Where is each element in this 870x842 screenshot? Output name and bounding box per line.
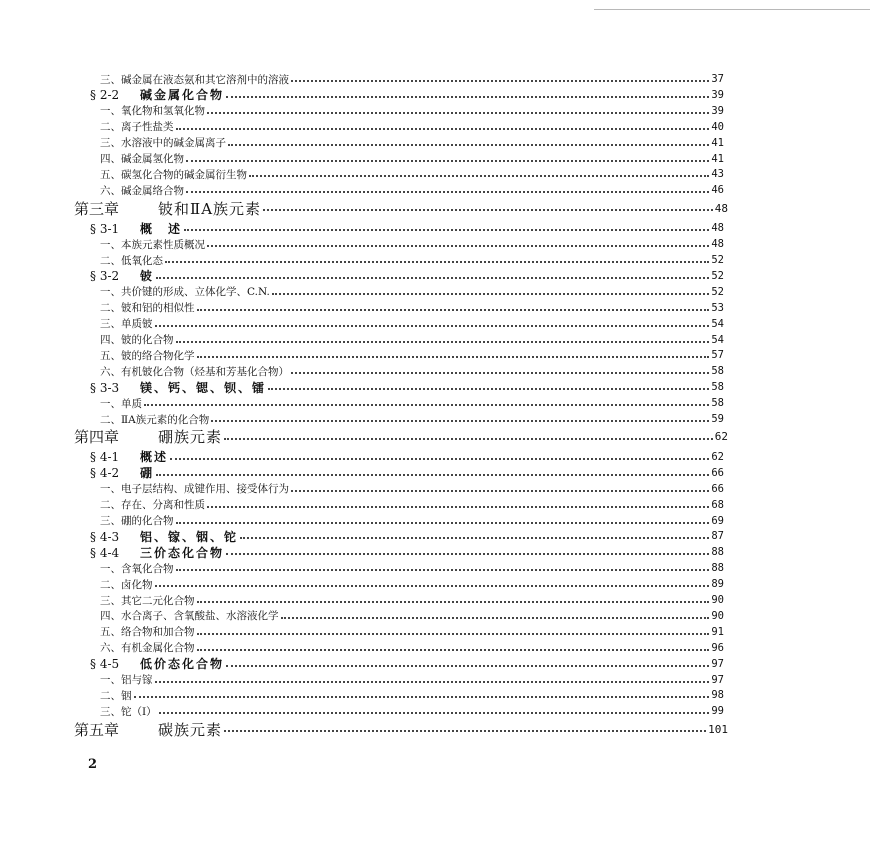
toc-page-number: 43	[711, 168, 724, 181]
dot-leader	[281, 617, 710, 619]
toc-entry-number: § 3-2	[90, 269, 120, 284]
toc-page-number: 54	[711, 317, 724, 330]
toc-chapter	[0, 197, 870, 219]
toc-page-number: 69	[711, 514, 724, 527]
toc-page-number: 54	[711, 333, 724, 346]
toc-entry-number: § 4-5	[90, 657, 120, 672]
toc-entry-number: § 3-3	[90, 380, 120, 395]
toc-entry-title: 四、铍的化合物	[100, 334, 174, 346]
toc-entry-label	[100, 332, 174, 347]
toc-entry-title: 四、碱金属氢化物	[100, 153, 184, 165]
toc-entry-title: 五、铍的络合物化学	[100, 349, 195, 362]
toc-entry-label	[100, 237, 205, 252]
toc-entry-title: 铍	[140, 269, 155, 284]
dot-leader	[291, 372, 709, 374]
toc-entry-title: 三、硼的化合物	[100, 515, 174, 527]
toc-entry-label	[100, 284, 270, 299]
toc-entry-title: 铍和ⅡA族元素	[158, 199, 262, 218]
toc-entry-label	[100, 183, 184, 198]
dot-leader	[228, 144, 709, 146]
toc-entry-title: 二、存在、分离和性质	[100, 499, 205, 512]
dot-leader	[156, 474, 709, 476]
toc-entry-title: 二、卤化物	[100, 578, 153, 591]
toc-entry-title: 三、单质铍	[100, 318, 153, 331]
toc-page-number: 58	[711, 381, 724, 394]
toc-entry-label	[100, 577, 153, 592]
toc-entry-title: 一、电子层结构、成键作用、接受体行为	[100, 483, 289, 496]
top-rule	[594, 9, 870, 10]
dot-leader	[291, 80, 709, 82]
toc-entry-label	[100, 167, 247, 182]
toc-page-number: 96	[711, 641, 724, 654]
toc-page-number: 99	[711, 705, 724, 718]
dot-leader	[207, 245, 709, 247]
toc-page-number: 57	[711, 349, 724, 362]
toc-entry-label	[100, 119, 174, 134]
toc-entry-label	[74, 719, 222, 740]
toc-page-number: 41	[711, 136, 724, 149]
toc-entry-number: 第五章	[74, 720, 120, 739]
dot-leader	[224, 730, 706, 732]
dot-leader	[224, 438, 713, 440]
toc-entry-label	[100, 316, 153, 331]
toc-entry-title: 碳族元素	[158, 720, 223, 739]
toc-entry-title: 镁、钙、锶、钡、镭	[140, 380, 267, 395]
toc-entry-label	[100, 704, 157, 719]
toc-page-number: 89	[711, 578, 724, 591]
toc-entry-title: 二、ⅡA族元素的化合物	[100, 413, 210, 426]
page-number: 2	[88, 757, 98, 772]
toc-entry-label	[100, 640, 195, 655]
toc-entry-number: § 2-2	[90, 88, 120, 103]
toc-entry-title: 三、其它二元化合物	[100, 594, 195, 607]
toc-entry-number: § 4-3	[90, 529, 120, 544]
toc-page-number: 91	[711, 625, 724, 638]
dot-leader	[207, 112, 709, 114]
toc-entry-title: 三价态化合物	[140, 545, 225, 560]
toc-entry-title: 概述	[140, 450, 169, 465]
toc-entry-label	[100, 412, 209, 427]
dot-leader	[176, 341, 710, 343]
toc-page-number: 101	[708, 722, 728, 736]
toc-entry-title: 低价态化合物	[140, 657, 225, 672]
toc-entry-label	[100, 624, 195, 639]
toc-page-number: 87	[711, 530, 724, 543]
dot-leader	[184, 229, 709, 231]
toc-entry-label	[100, 72, 289, 87]
toc-page-number: 66	[711, 466, 724, 479]
dot-leader	[197, 309, 710, 311]
toc-entry-label	[100, 593, 195, 608]
toc-page-number: 48	[711, 238, 724, 251]
dot-leader	[156, 277, 709, 279]
dot-leader	[155, 585, 710, 587]
dot-leader	[159, 712, 710, 714]
toc-entry-label	[100, 300, 195, 315]
dot-leader	[170, 458, 709, 460]
dot-leader	[226, 96, 709, 98]
toc-page-number: 62	[714, 430, 728, 444]
toc-page-number: 97	[711, 673, 724, 686]
toc-entry-label	[100, 396, 142, 411]
toc-entry-number: § 4-2	[90, 466, 120, 481]
toc-entry-title: 二、离子性盐类	[100, 121, 174, 134]
toc-page-number: 62	[711, 450, 724, 463]
dot-leader	[165, 261, 709, 263]
toc-entry-label	[100, 561, 174, 576]
toc-page-number: 90	[711, 609, 724, 622]
toc-page-number: 66	[711, 482, 724, 495]
toc-entry-title: 硼族元素	[158, 428, 223, 447]
toc-page-number: 53	[711, 301, 724, 314]
toc-page-number: 37	[711, 73, 724, 85]
dot-leader	[186, 191, 709, 193]
dot-leader	[240, 537, 709, 539]
dot-leader	[197, 356, 710, 358]
toc-entry-label	[100, 103, 205, 118]
dot-leader	[226, 665, 709, 667]
toc-entry-title: 碱金属化合物	[140, 88, 225, 103]
toc-page-number: 59	[711, 413, 724, 425]
toc-page-number: 88	[711, 546, 724, 559]
toc-entry-label	[100, 481, 289, 496]
dot-leader	[155, 681, 710, 683]
dot-leader	[176, 522, 710, 524]
dot-leader	[211, 420, 709, 422]
toc-entry-label	[100, 348, 195, 363]
toc-entry-title: 一、铝与镓	[100, 674, 153, 686]
dot-leader	[155, 325, 710, 327]
toc-page-number: 52	[711, 285, 724, 298]
dot-leader	[249, 175, 709, 177]
dot-leader	[186, 160, 709, 162]
toc-page-number: 39	[711, 104, 724, 117]
toc-entry-title: 三、铊（Ⅰ）	[100, 705, 157, 718]
toc-entry-number: § 4-4	[90, 545, 120, 560]
toc-entry-title: 一、含氧化合物	[100, 562, 174, 575]
toc-page-number: 48	[714, 201, 728, 215]
toc-page-number: 58	[711, 397, 724, 410]
toc-entry-title: 六、碱金属络合物	[100, 184, 184, 197]
toc-chapter	[0, 718, 870, 740]
toc-page-number: 88	[711, 562, 724, 575]
toc-entry-number: 第四章	[74, 428, 120, 447]
toc-entry-number: 第三章	[74, 199, 120, 218]
toc-page-number: 90	[711, 594, 724, 606]
dot-leader	[207, 506, 709, 508]
toc-entry-title: 二、铟	[100, 689, 132, 702]
toc-entry-title: 五、碳氢化合物的碱金属衍生物	[100, 168, 247, 181]
dot-leader	[197, 633, 710, 635]
toc-entry-label	[74, 198, 261, 219]
toc-entry-title: 一、氧化物和氢氧化物	[100, 105, 205, 118]
toc-entry-title: 硼	[140, 466, 155, 481]
toc-entry-number: § 4-1	[90, 450, 120, 465]
toc-entry-title: 四、水合离子、含氧酸盐、水溶液化学	[100, 610, 279, 623]
toc-page-number: 98	[711, 689, 724, 702]
toc-entry-title: 三、碱金属在液态氨和其它溶剂中的溶液	[100, 73, 289, 86]
toc-entry-label	[100, 364, 289, 379]
toc-entry-title: 一、单质	[100, 397, 142, 410]
toc-entry-label	[100, 688, 132, 703]
toc-entry-title: 一、本族元素性质概况	[100, 238, 205, 251]
toc-entry-label	[100, 135, 226, 150]
toc-entry-number: § 3-1	[90, 221, 120, 236]
toc-entry-label	[100, 497, 205, 512]
toc-entry-title: 三、水溶液中的碱金属离子	[100, 137, 226, 150]
toc-entry-title: 一、共价键的形成、立体化学、C.N.	[100, 286, 270, 299]
dot-leader	[226, 553, 709, 555]
toc-entry-title: 六、有机金属化合物	[100, 642, 195, 655]
toc-page-number: 39	[711, 88, 724, 101]
dot-leader	[263, 209, 713, 211]
toc-page-number: 52	[711, 254, 724, 266]
toc-page-number: 97	[711, 657, 724, 670]
toc-entry-title: 六、有机铍化合物（烃基和芳基化合物）	[100, 365, 289, 378]
dot-leader	[176, 569, 710, 571]
toc-entry-title: 铝、镓、铟、铊	[140, 529, 239, 544]
toc-chapter	[0, 426, 870, 448]
dot-leader	[268, 388, 709, 390]
toc-entry-title: 二、铍和铝的相似性	[100, 302, 195, 315]
toc-page-number: 52	[711, 269, 724, 282]
toc-page-number: 41	[711, 152, 724, 165]
toc-page-number: 68	[711, 498, 724, 511]
toc-entry-label	[100, 151, 184, 166]
dot-leader	[197, 601, 710, 603]
toc-page-number: 46	[711, 184, 724, 197]
toc-entry-label	[74, 426, 222, 447]
toc-entry-label	[100, 513, 174, 528]
dot-leader	[291, 490, 709, 492]
dot-leader	[134, 696, 710, 698]
toc-entry-label	[100, 672, 153, 687]
toc-page-number: 48	[711, 222, 724, 235]
dot-leader	[176, 128, 710, 130]
dot-leader	[197, 649, 710, 651]
toc-entry-title: 五、络合物和加合物	[100, 626, 195, 639]
toc-entry-title: 二、低氧化态	[100, 254, 163, 267]
toc-page-number: 40	[711, 120, 724, 133]
toc-entry-title: 概 述	[140, 221, 183, 236]
toc-page-number: 58	[711, 365, 724, 378]
dot-leader	[144, 404, 709, 406]
toc-entry-label	[100, 253, 163, 268]
toc-entry-label	[100, 608, 279, 623]
dot-leader	[272, 293, 709, 295]
